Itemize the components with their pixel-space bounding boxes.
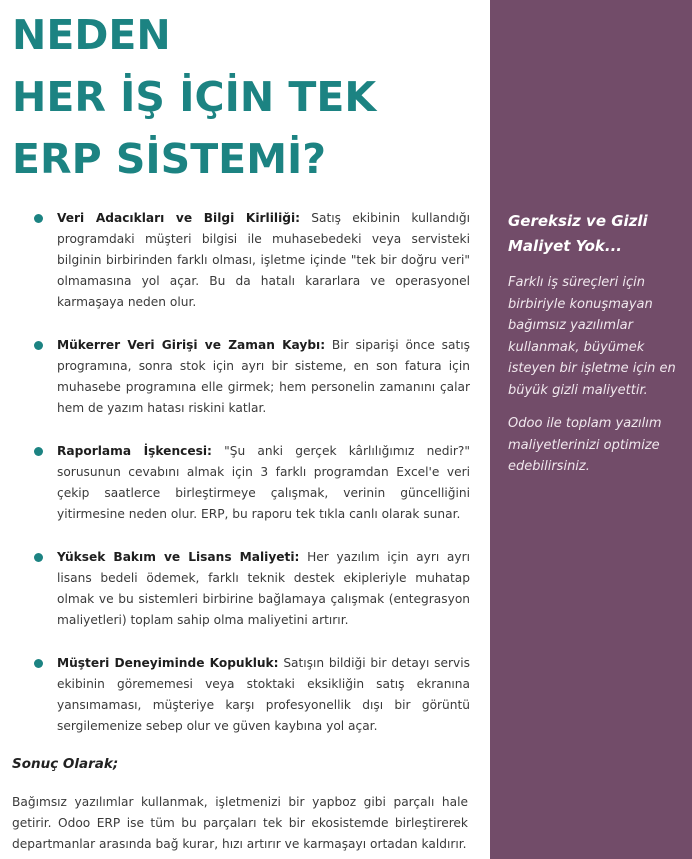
bullet-text: Her yazılım için ayrı ayrı lisans bedeli ödemek, farklı teknik destek ekipleriyle muhatap olmak ve bu sistemleri birbirine bağlamaya çalışmak (entegrasyon maliyetleri) toplam sahip olma maliyetini artırır.: [57, 550, 470, 627]
title-line-3: ERP SİSTEMİ?: [12, 135, 327, 183]
title-line-2: HER İŞ İÇİN TEK: [12, 73, 377, 121]
conclusion-text: Bağımsız yazılımlar kullanmak, işletmenizi bir yapboz gibi parçalı hale getirir. Odoo ERP ise tüm bu parçaları tek bir ekosistemde birleştirerek departmanlar arasında bağ kurar, hızı artırır ve karmaşayı ortadan kaldırır.: [12, 795, 468, 851]
conclusion-heading: Sonuç Olarak;: [12, 756, 119, 772]
bullet-text: Satışın bildiği bir detayı servis ekibinin görememesi veya stoktaki eksikliğin satış ekranına yansımaması, müşteriye karşı profesyonellik dışı bir görüntü sergilemenize sebep olur ve güven kaybına yol açar.: [57, 656, 470, 733]
bullet-heading: Mükerrer Veri Girişi ve Zaman Kaybı:: [57, 338, 326, 352]
sidebar-panel: [490, 0, 692, 859]
bullet-heading: Yüksek Bakım ve Lisans Maliyeti:: [57, 550, 300, 564]
bullet-text: Bir siparişi önce satış programına, sonra stok için ayrı bir sisteme, en son fatura için muhasebe programına elle girmek; hem personelin zamanını çalar hem de yazım hatası riskini katlar.: [57, 338, 470, 415]
bullet-text: "Şu anki gerçek kârlılığımız nedir?" sorusunun cevabını almak için 3 farklı programdan Excel'e veri çekip saatlerce birleştirmeye çalışmak, verinin güncelliğini yitirmesine neden olur. ERP, bu raporu tek tıkla canlı olarak sunar.: [57, 444, 470, 521]
page-title: [12, 4, 472, 190]
bullet-heading: Raporlama İşkencesi:: [57, 444, 212, 458]
list-item: [30, 547, 470, 631]
bullet-text: Satış ekibinin kullandığı programdaki müşteri bilgisi ile muhasebedeki veya servisteki bilginin birbirinden farklı olması, işletme içinde "tek bir doğru veri" olmamasına yol açar. Bu da hatalı kararlara ve operasyonel karmaşaya neden olur.: [57, 211, 470, 309]
sidebar-heading: Gereksiz ve Gizli Maliyet Yok...: [508, 212, 648, 255]
bullet-list: [30, 208, 470, 759]
bullet-heading: Veri Adacıkları ve Bilgi Kirliliği:: [57, 211, 301, 225]
list-item: [30, 441, 470, 525]
list-item: [30, 653, 470, 737]
list-item: [30, 208, 470, 313]
sidebar-paragraph-1: Farklı iş süreçleri için birbiriyle konuşmayan bağımsız yazılımlar kullanmak, büyümek isteyen bir işletme için en büyük gizli maliyettir.: [508, 275, 676, 398]
bullet-heading: Müşteri Deneyiminde Kopukluk:: [57, 656, 279, 670]
list-item: [30, 335, 470, 419]
sidebar-paragraph-2: Odoo ile toplam yazılım maliyetlerinizi optimize edebilirsiniz.: [508, 416, 662, 474]
title-line-1: NEDEN: [12, 11, 171, 59]
